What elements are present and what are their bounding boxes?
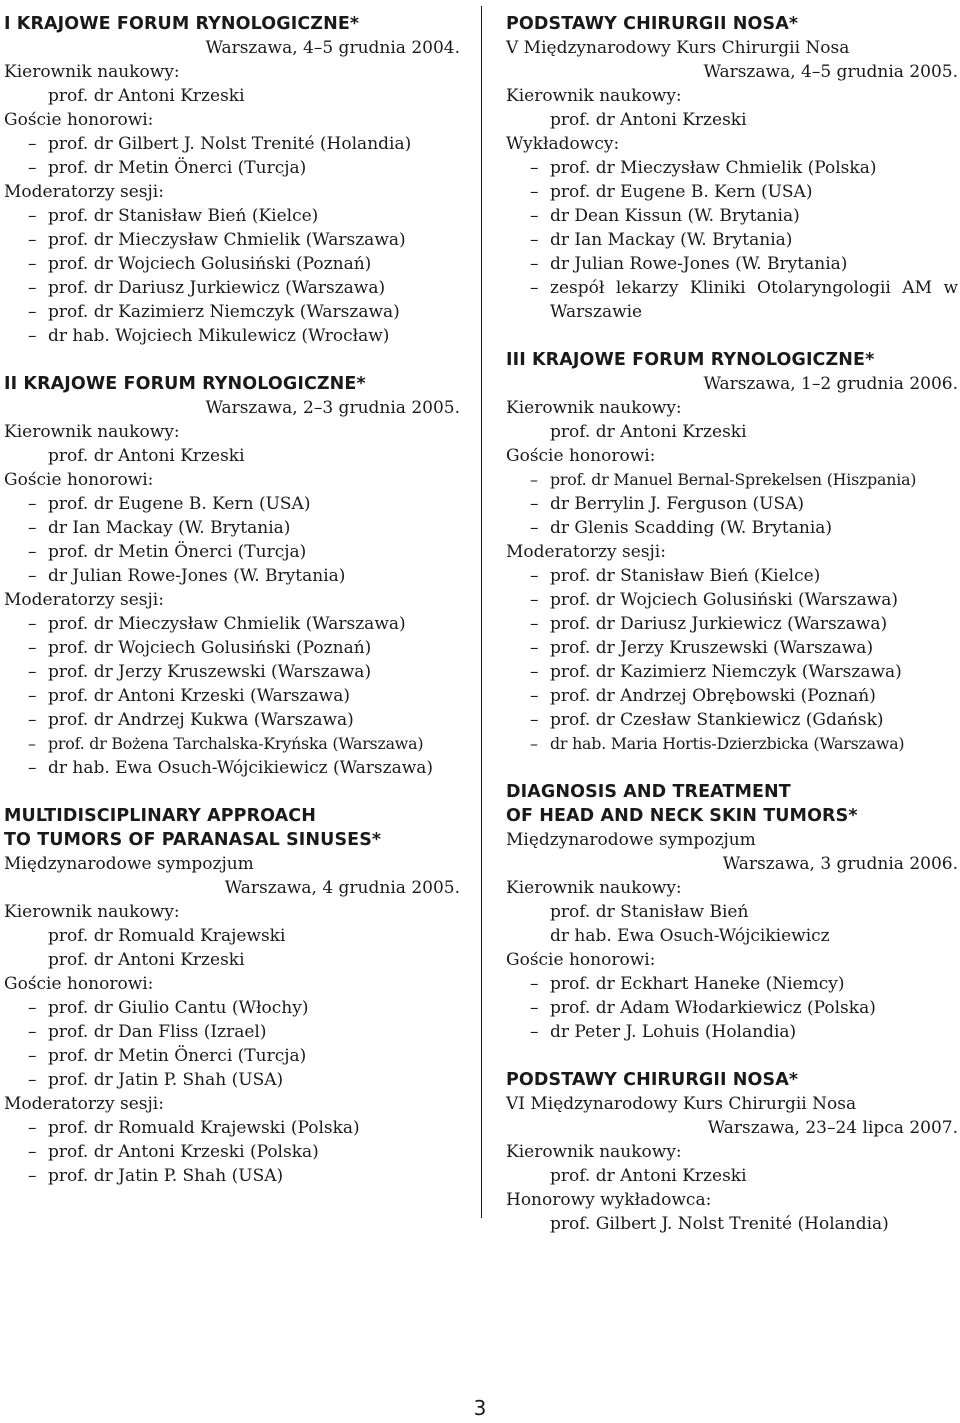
- event-date: Warszawa, 2–3 grudnia 2005.: [205, 398, 460, 418]
- list-item: – prof. dr Dariusz Jurkiewicz (Warszawa): [506, 612, 958, 636]
- right-column: [506, 12, 958, 1260]
- honorowy-wykladowca-label: Honorowy wykładowca:: [506, 1190, 712, 1210]
- list-item: – prof. dr Jerzy Kruszewski (Warszawa): [4, 660, 460, 684]
- list-item: – prof. dr Wojciech Golusiński (Poznań): [4, 636, 460, 660]
- kierownik-name: prof. dr Antoni Krzeski: [550, 1166, 747, 1186]
- list-item: – dr hab. Maria Hortis-Dzierzbicka (Warszawa): [506, 732, 958, 756]
- kierownik-name: prof. dr Romuald Krajewski: [48, 926, 286, 946]
- list-item: – prof. dr Eckhart Haneke (Niemcy): [506, 972, 958, 996]
- list-item: – dr Julian Rowe-Jones (W. Brytania): [4, 564, 460, 588]
- list-item: – prof. dr Mieczysław Chmielik (Warszawa): [4, 612, 460, 636]
- kierownik-label: Kierownik naukowy:: [506, 86, 682, 106]
- list-item: – prof. dr Mieczysław Chmielik (Polska): [506, 156, 958, 180]
- list-item: – prof. dr Wojciech Golusiński (Warszawa): [506, 588, 958, 612]
- section-podstawy-chirurgii-nosa-vi: [506, 1068, 958, 1236]
- event-subtitle: V Międzynarodowy Kurs Chirurgii Nosa: [506, 38, 850, 58]
- list-item: – prof. dr Metin Önerci (Turcja): [4, 540, 460, 564]
- list-item: – prof. dr Antoni Krzeski (Warszawa): [4, 684, 460, 708]
- list-item: – prof. dr Andrzej Kukwa (Warszawa): [4, 708, 460, 732]
- event-subtitle: Międzynarodowe sympozjum: [4, 854, 254, 874]
- kierownik-label: Kierownik naukowy:: [4, 62, 180, 82]
- event-date: Warszawa, 4–5 grudnia 2004.: [205, 38, 460, 58]
- section-title-line-2: OF HEAD AND NECK SKIN TUMORS*: [506, 806, 858, 826]
- moderatorzy-label: Moderatorzy sesji:: [4, 182, 164, 202]
- page-number: 3: [473, 1396, 487, 1420]
- list-item: – prof. dr Gilbert J. Nolst Trenité (Holandia): [4, 132, 460, 156]
- list-item: – prof. dr Manuel Bernal-Sprekelsen (Hiszpania): [506, 468, 958, 492]
- section-i-krajowe-forum-2004: [4, 12, 460, 348]
- list-item: – prof. dr Metin Önerci (Turcja): [4, 156, 460, 180]
- event-subtitle: VI Międzynarodowy Kurs Chirurgii Nosa: [506, 1094, 857, 1114]
- list-item: – prof. dr Czesław Stankiewicz (Gdańsk): [506, 708, 958, 732]
- event-date: Warszawa, 3 grudnia 2006.: [722, 854, 958, 874]
- section-title-line-1: DIAGNOSIS AND TREATMENT: [506, 782, 791, 802]
- list-item: – prof. dr Bożena Tarchalska-Kryńska (Warszawa): [4, 732, 460, 756]
- left-column: [4, 12, 460, 1212]
- list-item: – prof. dr Jerzy Kruszewski (Warszawa): [506, 636, 958, 660]
- kierownik-label: Kierownik naukowy:: [506, 878, 682, 898]
- section-title: PODSTAWY CHIRURGII NOSA*: [506, 1070, 799, 1090]
- kierownik-label: Kierownik naukowy:: [4, 902, 180, 922]
- list-item: – prof. dr Kazimierz Niemczyk (Warszawa): [4, 300, 460, 324]
- event-subtitle: Międzynarodowe sympozjum: [506, 830, 756, 850]
- moderatorzy-label: Moderatorzy sesji:: [4, 590, 164, 610]
- event-date: Warszawa, 4 grudnia 2005.: [224, 878, 460, 898]
- list-item: – prof. dr Stanisław Bień (Kielce): [506, 564, 958, 588]
- section-title-line-2: TO TUMORS OF PARANASAL SINUSES*: [4, 830, 382, 850]
- kierownik-name: prof. dr Stanisław Bień: [550, 902, 749, 922]
- list-item: – dr Julian Rowe-Jones (W. Brytania): [506, 252, 958, 276]
- list-item: – dr Ian Mackay (W. Brytania): [506, 228, 958, 252]
- kierownik-label: Kierownik naukowy:: [506, 398, 682, 418]
- list-item: – prof. dr Antoni Krzeski (Polska): [4, 1140, 460, 1164]
- list-item-text: – zespół lekarzy Kliniki Otolaryngologii AM w Warszawie: [550, 278, 958, 322]
- list-item: – prof. dr Eugene B. Kern (USA): [4, 492, 460, 516]
- section-diagnosis-and-treatment: [506, 780, 958, 1044]
- list-item: – dr Glenis Scadding (W. Brytania): [506, 516, 958, 540]
- list-item: – prof. dr Jatin P. Shah (USA): [4, 1068, 460, 1092]
- moderatorzy-label: Moderatorzy sesji:: [4, 1094, 164, 1114]
- event-date: Warszawa, 1–2 grudnia 2006.: [703, 374, 958, 394]
- wykladowcy-label: Wykładowcy:: [506, 134, 620, 154]
- list-item: – prof. dr Dan Fliss (Izrael): [4, 1020, 460, 1044]
- section-title-line-1: MULTIDISCIPLINARY APPROACH: [4, 806, 316, 826]
- section-podstawy-chirurgii-nosa-v: [506, 12, 958, 324]
- list-item: – prof. dr Dariusz Jurkiewicz (Warszawa): [4, 276, 460, 300]
- event-date: Warszawa, 23–24 lipca 2007.: [707, 1118, 958, 1138]
- kierownik-label: Kierownik naukowy:: [506, 1142, 682, 1162]
- goscie-label: Goście honorowi:: [506, 950, 656, 970]
- list-item: – prof. dr Jatin P. Shah (USA): [4, 1164, 460, 1188]
- list-item: – prof. dr Stanisław Bień (Kielce): [4, 204, 460, 228]
- section-title: III KRAJOWE FORUM RYNOLOGICZNE*: [506, 350, 875, 370]
- section-ii-krajowe-forum-2005: [4, 372, 460, 780]
- list-item: – dr hab. Ewa Osuch-Wójcikiewicz (Warszawa): [4, 756, 460, 780]
- goscie-label: Goście honorowi:: [4, 974, 154, 994]
- list-item: – prof. dr Andrzej Obrębowski (Poznań): [506, 684, 958, 708]
- list-item: – dr Ian Mackay (W. Brytania): [4, 516, 460, 540]
- list-item: – prof. dr Metin Önerci (Turcja): [4, 1044, 460, 1068]
- kierownik-label: Kierownik naukowy:: [4, 422, 180, 442]
- column-divider: [481, 6, 482, 1218]
- list-item: – prof. dr Adam Włodarkiewicz (Polska): [506, 996, 958, 1020]
- list-item: – prof. dr Mieczysław Chmielik (Warszawa): [4, 228, 460, 252]
- event-date: Warszawa, 4–5 grudnia 2005.: [703, 62, 958, 82]
- list-item: – dr Berrylin J. Ferguson (USA): [506, 492, 958, 516]
- goscie-label: Goście honorowi:: [506, 446, 656, 466]
- goscie-label: Goście honorowi:: [4, 470, 154, 490]
- section-title: PODSTAWY CHIRURGII NOSA*: [506, 14, 799, 34]
- kierownik-name: dr hab. Ewa Osuch-Wójcikiewicz: [550, 926, 830, 946]
- section-title: I KRAJOWE FORUM RYNOLOGICZNE*: [4, 14, 360, 34]
- list-item: [506, 276, 958, 324]
- kierownik-name: prof. dr Antoni Krzeski: [550, 422, 747, 442]
- section-multidisciplinary-approach: [4, 804, 460, 1188]
- honorowy-wykladowca-name: prof. Gilbert J. Nolst Trenité (Holandia): [550, 1214, 889, 1234]
- section-title: II KRAJOWE FORUM RYNOLOGICZNE*: [4, 374, 366, 394]
- list-item: – prof. dr Romuald Krajewski (Polska): [4, 1116, 460, 1140]
- list-item: – prof. dr Kazimierz Niemczyk (Warszawa): [506, 660, 958, 684]
- list-item: – dr Dean Kissun (W. Brytania): [506, 204, 958, 228]
- kierownik-name: prof. dr Antoni Krzeski: [550, 110, 747, 130]
- list-item: – dr hab. Wojciech Mikulewicz (Wrocław): [4, 324, 460, 348]
- list-item: – prof. dr Eugene B. Kern (USA): [506, 180, 958, 204]
- kierownik-name: prof. dr Antoni Krzeski: [48, 446, 245, 466]
- list-item: – dr Peter J. Lohuis (Holandia): [506, 1020, 958, 1044]
- kierownik-name: prof. dr Antoni Krzeski: [48, 86, 245, 106]
- list-item: – prof. dr Giulio Cantu (Włochy): [4, 996, 460, 1020]
- kierownik-name: prof. dr Antoni Krzeski: [48, 950, 245, 970]
- list-item: – prof. dr Wojciech Golusiński (Poznań): [4, 252, 460, 276]
- moderatorzy-label: Moderatorzy sesji:: [506, 542, 666, 562]
- goscie-label: Goście honorowi:: [4, 110, 154, 130]
- section-iii-krajowe-forum-2006: [506, 348, 958, 756]
